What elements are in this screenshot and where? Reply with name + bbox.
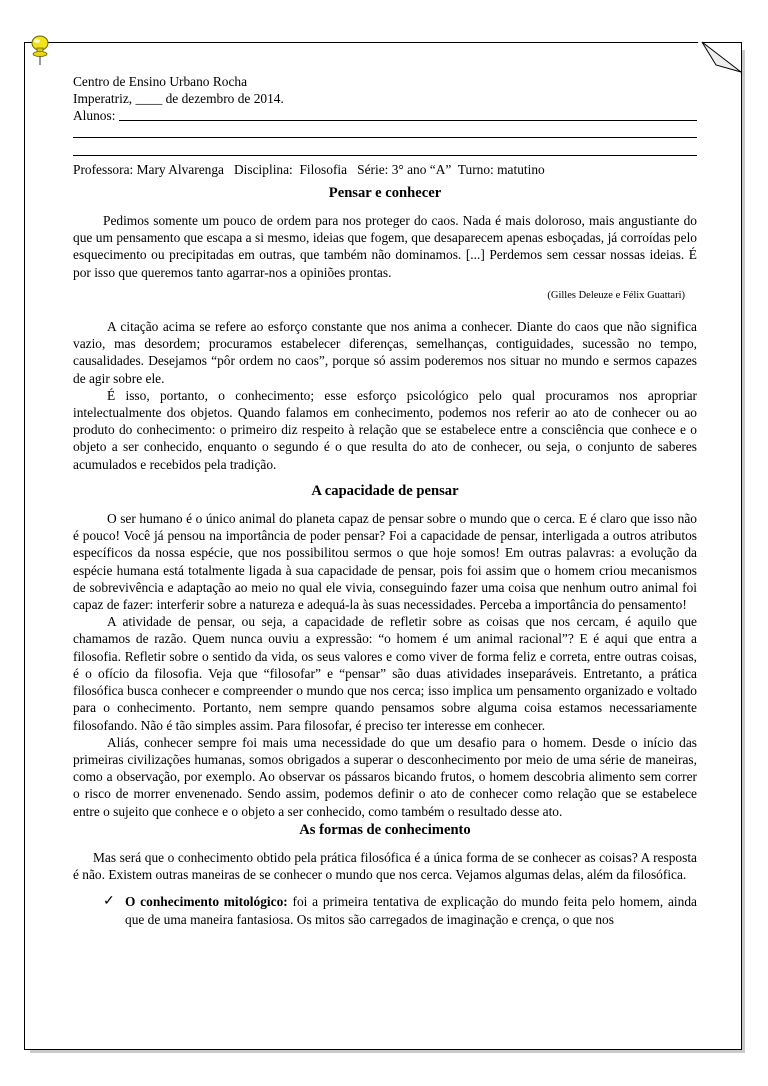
paragraph-atividade: A atividade de pensar, ou seja, a capacidade de refletir sobre as coisas que nos cercam, é aquilo que chamamos de razão. Quem nunca ouviu a expressão: “o homem é um animal racional”? E é aqui que entra a filosofia. Refletir sobre o sentido da vida, os seus valores e como viver de forma feliz e correta, entre outras coisas, é o ofício da filosofia. Veja que “filosofar” e “pensar” são duas atividades inseparáveis. Entretanto, a prática filosófica busca conhecer e compreender o mundo que nos cerca; isso implica um pensamento organizado e voltado para o conhecimento. Portanto, nem sempre quando pensamos sobre alguma coisa estamos necessariamente filosofando. Não é tão simples assim. Para filosofar, é preciso ter interesse em conhecer. <box>73 614 697 733</box>
section-title-pensar: Pensar e conhecer <box>328 184 442 201</box>
students-row <box>73 107 697 124</box>
quote-citation: (Gilles Deleuze e Félix Guattari) <box>547 289 685 301</box>
students-blank-1[interactable] <box>119 107 697 120</box>
section-title-capacidade: A capacidade de pensar <box>311 482 459 499</box>
class-info-line: Professora: Mary Alvarenga Disciplina: Filosofia Série: 3° ano “A” Turno: matutino <box>73 161 545 177</box>
date-line: Imperatriz, ____ de dezembro de 2014. <box>73 91 284 107</box>
paragraph-citacao: A citação acima se refere ao esforço constante que nos anima a conhecer. Diante do caos que não significa vazio, mas desordem; procuramos estabelecer diferenças, semelhanças, contiguidades, sucessão no tempo, causalidades. Desejamos “pôr ordem no caos”, porque só assim poderemos nos situar no mundo e sermos capazes de agir sobre ele. <box>73 319 697 386</box>
section-title-formas: As formas de conhecimento <box>299 821 471 838</box>
school-name: Centro de Ensino Urbano Rocha <box>73 74 248 89</box>
paragraph-conhecimento: É isso, portanto, o conhecimento; esse esforço psicológico pelo qual procuramos nos apropriar intelectualmente dos objetos. Quando falamos em conhecimento, podemos nos referir ao ato de conhecer ou ao produto do conhecimento: o primeiro diz respeito à relação que se estabelece entre a consciência que conhece e o objeto a ser conhecido, enquanto o segundo é o que resulta do ato de conhecer, ou seja, o conjunto de saberes acumulados e recebidos pela tradição. <box>73 387 697 472</box>
students-blank-2[interactable] <box>73 125 697 138</box>
list-item-text <box>125 893 697 927</box>
list-item-term: O conhecimento mitológico: <box>125 894 288 910</box>
quote-paragraph: Pedimos somente um pouco de ordem para nos proteger do caos. Nada é mais doloroso, mais angustiante do que um pensamento que escapa a si mesmo, ideias que fogem, que desaparecem apenas esboçadas, já corroídas pelo esquecimento ou precipitadas em outras, que também não dominamos. [...] Perdemos sem cessar nossas ideias. É por isso que queremos tanto agarrar-nos a opiniões prontas. <box>73 213 697 280</box>
document-content <box>73 73 697 928</box>
students-label: Alunos: <box>73 108 116 124</box>
checkmark-icon: ✓ <box>103 894 115 910</box>
list-item-description: foi a primeira tentativa de explicação do mundo feita pelo homem, ainda que de uma maneira fantasiosa. Os mitos são carregados de imaginação e crença, o que nos <box>125 894 697 927</box>
page-fold-icon <box>698 41 742 73</box>
paragraph-ser-humano: O ser humano é o único animal do planeta capaz de pensar sobre o mundo que o cerca. E é claro que isso não é pouco! Você já pensou na importância de poder pensar? Foi a capacidade de pensar, interligada a outros atributos específicos da nossa espécie, que nos possibilitou sermos o que hoje somos! Em outras palavras: a evolução da espécie humana está totalmente ligada à sua capacidade de pensar, pois foi assim que o homem criou mecanismos de sobrevivência e adaptação ao meio no qual ele vivia, conseguindo fazer uma coisa que nenhum outro animal foi capaz de fazer: interferir sobre a natureza e adequá-la às suas necessidades. Perceba a importância do pensamento! <box>73 511 697 613</box>
paragraph-formas: Mas será que o conhecimento obtido pela prática filosófica é a única forma de se conhecer as coisas? A resposta é não. Existem outras maneiras de se conhecer o mundo que nos cerca. Vejamos algumas delas, além da filosófica. <box>73 849 697 883</box>
pushpin-icon <box>29 34 51 66</box>
list-item-mitologico <box>103 893 697 927</box>
students-blank-3[interactable] <box>73 143 697 156</box>
paragraph-alias: Aliás, conhecer sempre foi mais uma necessidade do que um desafio para o homem. Desde o início das primeiras civilizações humanas, somos obrigados a superar o desconhecimento por meio de uma série de maneiras, como a observação, por exemplo. Ao observar os pássaros bicando frutos, o homem descobria alimento sem correr o risco de morrer envenenado. Sendo assim, podemos definir o ato de conhecer como relação que se estabelece entre o sujeito que conhece e o objeto a ser conhecido, como também o resultado desse ato. <box>73 734 697 819</box>
